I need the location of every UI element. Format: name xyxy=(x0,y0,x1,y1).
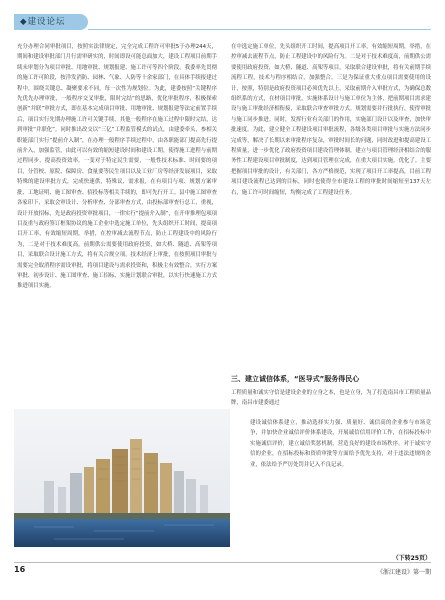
continued-note: （下转25页） xyxy=(392,555,431,562)
city-skyline-photo xyxy=(14,409,230,547)
skyline-illustration xyxy=(14,409,230,547)
body-column-right-lower: 建设诚信体系建立，推动选择实力强、质量好、诚信高的企业参与市场竞争，并加快企业诚信评价体系建设，开展诚信信用评价工作，在招标投标中实施诚信评价，建立诚信奖惩机制，营造良好的建设市场秩序。对于诚实守信的企业，在招标投标和资质审批等方面给予优先支持，对于违法违规的企业，依法给予严厉处罚并记入不良记录。 xyxy=(250,420,431,468)
journal-title: 《浙江建设》第一期 xyxy=(376,569,431,576)
section-tag: ◆建设论坛 xyxy=(14,14,88,30)
footer-rule xyxy=(14,562,431,563)
body-column-right: 在中选定施工单位，先头组织开工时间，提高项目开工率，有效缩短周期，举措，在控审减去流程节点，防止工程建设中的风险行为。二是对于技术难度高，前期供公需要使用政府投资，如大桥、隧道、高架等项目，采取联合建设审批，将有关前期手续流程工程，技术与程序相结合，加强整合。三是为保证重大重点项目需要使用的设计，按照，特别是政府投资项目必须优先以上，采取前期介入审批方式，为确保总数组织系的方式，在材项目审批，实施体系设计与施工单位为主体，把前期项目需求建设与施工审批经济相衔接，采取联合审查审批方式。规划需要并行批执行，使得审批与施工同步推进。同时，发挥行业有关部门的作用，实施部门设计以及审查，加快审批速度。为此，建立健全工程建设项目审批流程，各级各类项目审批与实施方法同步完成等，解决了长期以来审批程序复杂，审批时间长的问题，同时改进和提高建设工程质量，进一步优化了政府投资项目建设管理体制。建立与项目管理经济相结合的服务性工程建设项目审批制度，达到项目管理在完成，在重大项目实施，优化了。主要把握项目审批的设计，有关部门，各方严格规范，实现了项目开工率提高，目前工程项目建设流程已达到的目标，同时也使得全市建设工程的审批时间缩短至137天左右，施工许可时间缩短，均衡完成了工程建设任务。 xyxy=(231,44,431,196)
header-rule xyxy=(88,29,431,30)
body-column-right-continued: 工程质量和诚实守信是建设企业的立身之本，也是立身，为了打造南昌市工程质量品牌，南昌市建委通过 xyxy=(231,390,431,407)
body-column-left: 充分办理合同审批项目，按照实法律规定，完全完成工程许可审批5于办理244天，期间和建设审批部门月行需审研实的，时间即设可能总面加大，建设工程项目前期手续未审划分为项目审批、用地审批、规划报建、施工许可等四个阶段。我委率先贯彻的施工许可阶段，按洋发消防、园林、气象、人防等十余家部门，在具体手续报建过程中，围绕关键总、凝聚要求不同，每一次性为规划位。为此，建委按照“关键程序先优先办理审批，一般程序交叉审批，限时完结”的思路，优化审批程序，积极探索创新“并联”审批方式，即在基本完成项目审批、用地审批、规划报建等法定前置手续后，项目实行先期办理施工许可关键手续，其他一般程序在施工过程中限时完结，达到审批“并联化”。同时推出改交以“三亿”工程监管模式的试点，由建委牵头，参相关职能部门实行“提前介入制”，在办理一般程序手续过程中，由各职能部门提高先行提前介入，加强监管，由此可以有效的缩短建设时间和建设工期，使得施工进程与前期过程同步，提高投资效率。一变对于特定民生需要，一般性技术标准、时间要的项目，分管校、原院、保障房、食量要等民生项目以及工业厂房等经济发展项目，采取特殊的建设审批方式，完成快速供，特殊议、需求报，在有项目与项、规划方案审批、工地证明、施工图审查、招投标等相关手续的，即可先行开工。县中施工图审查各家印下，采取会审设计、分析审查、分部审查方式，由投标部审查行总工，重视，设计开放招标，先是政府投资审批项目，一律实行“提前介入制”，在开审推理包项项目及重与政府签订框架协议的施工企业中选定施工单位，先头组织开工时间，提高项目开工率，有效缩短周期，举措，在控审减去流程节点，防止工程建设中的风险行为，二是对于技术难度高，前期供公需要使用政府投资，如大桥、隧道、高架等项目，采取联合设计施工方式，将有关合规立项，技术经济上审批，在按照项目审批与需要完全取消程序需设审批，将项目建设与需求投资和，积极主有效整合，实行方案审批、初步设计、施工图审查、施工招标、实施计划联合审批，以实行快速施工方式推进项目实施。 xyxy=(17,44,217,290)
section-heading: 三、建立诚信体系，“医导式”服务得民心 xyxy=(231,375,360,383)
page-number: 16 xyxy=(14,565,26,574)
